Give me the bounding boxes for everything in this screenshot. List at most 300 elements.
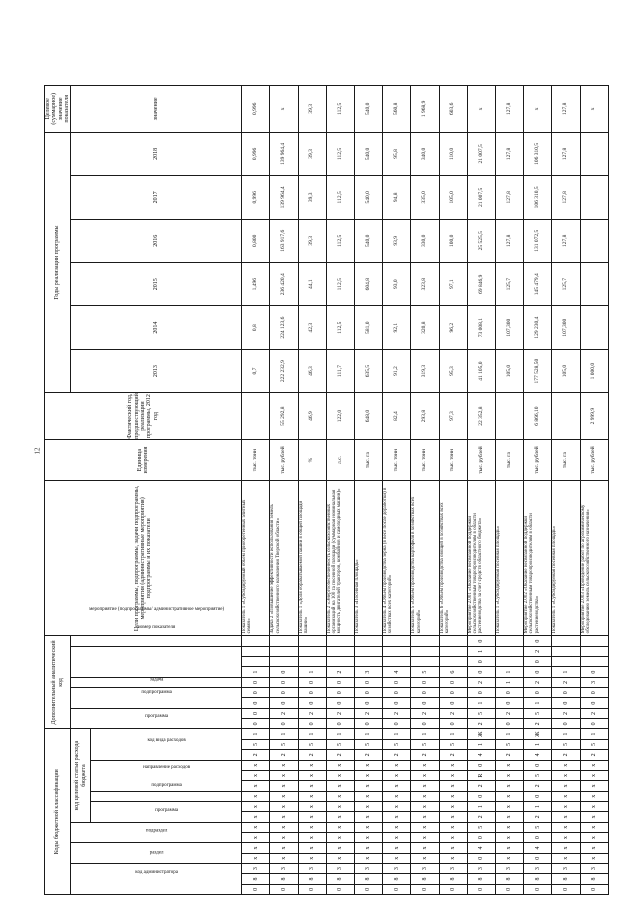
row-fact: 2 999,9 <box>580 393 608 440</box>
code-cell: 1 <box>552 729 580 739</box>
row-fact: 293,8 <box>411 393 439 440</box>
code-cell: x <box>326 791 354 801</box>
row-year-value: 163 917,6 <box>270 219 298 262</box>
code-cell: x <box>552 791 580 801</box>
row-year-value <box>580 132 608 175</box>
code-cell: 2 <box>524 677 552 687</box>
code-cell: 0 <box>580 667 608 677</box>
code-cell: 5 <box>552 739 580 749</box>
row-year-value: 125,7 <box>496 263 524 306</box>
code-cell <box>383 646 411 656</box>
code-cell: x <box>552 770 580 780</box>
row-unit: % <box>298 439 326 480</box>
code-cell: 3 <box>242 863 270 873</box>
code-cell: 1 <box>242 667 270 677</box>
code-cell: x <box>580 770 608 780</box>
code-cell: x <box>383 781 411 791</box>
row-name: Показатель 1 «Субсидируемая посевная площадь» <box>496 481 524 636</box>
code-cell: x <box>355 853 383 863</box>
code-cell: R <box>467 770 495 780</box>
row-year-value: 0,8 <box>242 306 270 349</box>
code-cell: 0 <box>383 884 411 894</box>
code-cell: x <box>411 791 439 801</box>
code-cell: 5 <box>524 770 552 780</box>
code-cell <box>439 636 467 646</box>
code-cell: 0 <box>467 884 495 894</box>
row-year-value: 93,9 <box>383 219 411 262</box>
code-cell: 2 <box>439 750 467 760</box>
code-cell: x <box>270 853 298 863</box>
code-cell: x <box>439 843 467 853</box>
code-cell: x <box>411 801 439 811</box>
code-cell: 5 <box>496 739 524 749</box>
code-cell: 0 <box>496 719 524 729</box>
code-cell: x <box>552 812 580 822</box>
code-cell: x <box>242 843 270 853</box>
row-unit: тыс. тонн <box>411 439 439 480</box>
code-cell: x <box>298 822 326 832</box>
code-cell: 1 <box>496 667 524 677</box>
row-year-value: 127,8 <box>496 219 524 262</box>
code-cell: 2 <box>355 708 383 718</box>
code-cell: 4 <box>467 750 495 760</box>
row-year-value: 41 105,0 <box>467 349 495 392</box>
code-cell: 8 <box>439 874 467 884</box>
code-cell <box>383 636 411 646</box>
code-cell: 0 <box>270 667 298 677</box>
row-unit: тыс. тонн <box>242 439 270 480</box>
row-year-value: 222 232,9 <box>270 349 298 392</box>
code-cell: 1 <box>580 729 608 739</box>
header-year-2015: 2015 <box>71 263 242 306</box>
code-cell <box>383 657 411 667</box>
code-cell: 2 <box>580 750 608 760</box>
row-final: x <box>524 86 552 133</box>
code-cell: 0 <box>411 698 439 708</box>
code-cell: x <box>326 853 354 863</box>
row-year-value: 323,8 <box>411 263 439 306</box>
code-cell: 3 <box>411 863 439 873</box>
code-cell: 8 <box>552 874 580 884</box>
code-cell: 0 <box>439 688 467 698</box>
code-cell: 1 <box>242 729 270 739</box>
code-cell: x <box>580 781 608 791</box>
row-year-value: 139 964,4 <box>270 132 298 175</box>
row-year-value <box>580 219 608 262</box>
code-cell: x <box>242 812 270 822</box>
row-year-value: 100,0 <box>439 219 467 262</box>
row-fact: 82,4 <box>383 393 411 440</box>
code-cell: 8 <box>270 874 298 884</box>
code-cell: 0 <box>552 884 580 894</box>
code-cell: 1 <box>552 667 580 677</box>
row-year-value: 110,0 <box>439 132 467 175</box>
code-cell: 0 <box>355 688 383 698</box>
header-zadacha: задача <box>71 677 242 687</box>
header-year-2014: 2014 <box>71 306 242 349</box>
code-cell: x <box>326 843 354 853</box>
code-cell: 5 <box>270 739 298 749</box>
row-fact: 97,3 <box>439 393 467 440</box>
program-table <box>44 85 609 895</box>
row-final: 112,5 <box>326 86 354 133</box>
code-cell: x <box>411 760 439 770</box>
header-final: Целевое (суммарное) значение показателя <box>45 86 71 133</box>
code-cell <box>580 657 608 667</box>
row-year-value: 112,5 <box>326 306 354 349</box>
code-cell: 0 <box>439 719 467 729</box>
code-cell: 0 <box>383 698 411 708</box>
row-year-value: 127,8 <box>552 219 580 262</box>
row-year-value: 635,5 <box>355 349 383 392</box>
code-cell: 1 <box>496 677 524 687</box>
row-year-value: 604,8 <box>355 263 383 306</box>
code-cell: 1 <box>298 667 326 677</box>
row-name: Показатель 5 «Объем производства картофеля в хозяйствах всех категорий» <box>411 481 439 636</box>
row-name: Мероприятие 2.002 «Оказание несвязанной поддержки сельскохозяйственным товаропроизводителям в области растениеводства» <box>524 481 552 636</box>
row-year-value: 1,496 <box>242 263 270 306</box>
code-cell: 0 <box>355 884 383 894</box>
row-name: Показатель 4 «Объем производства зерна (в весе после доработки) в хозяйствах всех категорий» <box>383 481 411 636</box>
code-cell: 0 <box>355 719 383 729</box>
code-cell: 8 <box>467 874 495 884</box>
code-cell: x <box>411 812 439 822</box>
code-cell <box>355 657 383 667</box>
code-cell: x <box>580 843 608 853</box>
code-cell: 0 <box>467 832 495 842</box>
row-year-value: 139 964,4 <box>270 176 298 219</box>
code-cell: x <box>411 770 439 780</box>
code-cell: 2 <box>524 719 552 729</box>
code-cell: x <box>355 781 383 791</box>
code-cell: 1 <box>524 698 552 708</box>
row-year-value: 112,5 <box>326 132 354 175</box>
code-cell: 0 <box>383 719 411 729</box>
row-name: Показатель 1 «Субсидируемый объем приобретенных элитных семян» <box>242 481 270 636</box>
header-kcs: код целевой статьи расхода бюджета <box>71 729 91 822</box>
page-number: 12 <box>33 447 42 455</box>
code-cell: 1 <box>467 698 495 708</box>
row-year-value: 581,0 <box>355 306 383 349</box>
code-cell: x <box>439 832 467 842</box>
table-row <box>242 86 270 895</box>
code-cell: 8 <box>580 874 608 884</box>
code-cell: 3 <box>326 863 354 873</box>
table-row <box>580 86 608 895</box>
code-cell: 2 <box>298 750 326 760</box>
code-cell <box>552 646 580 656</box>
code-cell: 2 <box>242 750 270 760</box>
code-cell: 0 <box>524 853 552 863</box>
code-cell: 3 <box>355 863 383 873</box>
row-fact: 55 292,8 <box>270 393 298 440</box>
row-unit: тыс. рублей <box>524 439 552 480</box>
code-cell: x <box>242 770 270 780</box>
row-year-value: 69 846,9 <box>467 263 495 306</box>
code-cell: 2 <box>326 750 354 760</box>
code-cell: x <box>326 781 354 791</box>
code-cell: x <box>242 760 270 770</box>
code-cell: 3 <box>355 667 383 677</box>
header-programma: программа <box>71 708 242 729</box>
row-year-value: 129 230,4 <box>524 306 552 349</box>
code-cell: 0 <box>524 791 552 801</box>
code-cell: 0 <box>524 688 552 698</box>
code-cell <box>270 657 298 667</box>
table-row <box>326 86 354 895</box>
code-cell: x <box>439 801 467 811</box>
row-name: Показатель 3 «Посевная площадь» <box>355 481 383 636</box>
code-cell: 0 <box>552 688 580 698</box>
code-cell: 1 <box>355 729 383 739</box>
table-row <box>298 86 326 895</box>
code-cell: 5 <box>242 739 270 749</box>
code-cell: 3 <box>496 863 524 873</box>
code-cell: x <box>242 791 270 801</box>
row-name: Показатель 2 «Энергообеспеченность сельскохозяйственных организаций на 100 га посевной площади (суммарная номинальная мощность двигателей тракторов, комбайнов и самоходных машин)» <box>326 481 354 636</box>
code-cell: 8 <box>496 874 524 884</box>
code-cell: 0 <box>467 760 495 770</box>
code-cell: 0 <box>524 657 552 667</box>
code-cell: 0 <box>242 719 270 729</box>
code-cell: x <box>552 853 580 863</box>
row-year-value: 540,0 <box>355 132 383 175</box>
code-cell <box>552 636 580 646</box>
row-year-value: 95,8 <box>383 132 411 175</box>
code-cell: x <box>411 832 439 842</box>
row-final: 1 968,9 <box>411 86 439 133</box>
code-cell: 0 <box>411 884 439 894</box>
code-cell: 5 <box>326 739 354 749</box>
code-cell: 0 <box>580 719 608 729</box>
row-name: Показатель 1 «Субсидируемая посевная площадь» <box>552 481 580 636</box>
code-cell <box>355 646 383 656</box>
code-cell: 5 <box>411 739 439 749</box>
code-cell: 0 <box>467 853 495 863</box>
code-cell: x <box>496 760 524 770</box>
code-cell: 2 <box>411 750 439 760</box>
table-row <box>383 86 411 895</box>
rotated-table-wrapper <box>44 85 609 895</box>
row-fact: 6 866,10 <box>524 393 552 440</box>
row-year-value: 95,3 <box>439 349 467 392</box>
code-cell: 5 <box>580 739 608 749</box>
code-cell: 0 <box>270 884 298 894</box>
code-cell: 0 <box>270 677 298 687</box>
header-podrazdel: подраздел <box>71 822 242 843</box>
code-cell: 1 <box>270 729 298 739</box>
code-cell: x <box>326 801 354 811</box>
table-body <box>242 86 609 895</box>
code-cell: x <box>298 843 326 853</box>
row-year-value: 107,300 <box>552 306 580 349</box>
row-fact <box>552 393 580 440</box>
code-cell: 4 <box>467 843 495 853</box>
row-year-value: 0,800 <box>242 219 270 262</box>
code-cell: 0 <box>467 657 495 667</box>
code-cell: x <box>270 801 298 811</box>
code-cell: x <box>355 801 383 811</box>
row-year-value: 93,0 <box>383 263 411 306</box>
code-cell <box>439 657 467 667</box>
row-final: 603,6 <box>439 86 467 133</box>
code-cell: 5 <box>411 667 439 677</box>
code-cell <box>242 646 270 656</box>
row-year-value: 540,0 <box>355 176 383 219</box>
row-year-value: 127,8 <box>552 132 580 175</box>
code-cell: 3 <box>580 677 608 687</box>
header-year-2013: 2013 <box>71 349 242 392</box>
code-cell: 0 <box>411 688 439 698</box>
row-name: Мероприятие 2.003 «Проведение работ по агрохимическому обследованию земель сельскохозяйственного назначения» <box>580 481 608 636</box>
code-cell: x <box>355 822 383 832</box>
row-year-value: 112,5 <box>326 176 354 219</box>
row-name: Показатель 1 «Доля обрабатываемой пашни в общей площади пашни» <box>298 481 326 636</box>
code-cell: 8 <box>326 874 354 884</box>
code-cell: x <box>411 822 439 832</box>
row-final: 560,8 <box>383 86 411 133</box>
row-unit: тыс. га <box>552 439 580 480</box>
code-cell <box>580 646 608 656</box>
row-year-value: 340,0 <box>411 132 439 175</box>
row-year-value: 96,2 <box>439 306 467 349</box>
code-cell: 4 <box>524 750 552 760</box>
code-cell: x <box>298 812 326 822</box>
code-cell: 0 <box>326 698 354 708</box>
code-cell: 0 <box>270 719 298 729</box>
row-year-value: 236 420,4 <box>270 263 298 306</box>
code-cell: x <box>496 853 524 863</box>
code-cell: 8 <box>383 874 411 884</box>
code-cell: 2 <box>411 708 439 718</box>
row-year-value: 21 007,5 <box>467 132 495 175</box>
code-cell: x <box>580 812 608 822</box>
code-cell: 0 <box>383 677 411 687</box>
code-cell: 1 <box>467 801 495 811</box>
code-cell <box>298 646 326 656</box>
code-cell: x <box>298 853 326 863</box>
header-year-2016: 2016 <box>71 219 242 262</box>
code-cell: x <box>496 832 524 842</box>
code-cell: x <box>270 781 298 791</box>
code-cell <box>270 646 298 656</box>
code-cell: 0 <box>383 688 411 698</box>
code-cell <box>496 646 524 656</box>
row-fact <box>496 393 524 440</box>
row-year-value: 42,3 <box>298 306 326 349</box>
row-year-value: 320,8 <box>411 306 439 349</box>
code-cell: x <box>270 770 298 780</box>
row-year-value: 112,5 <box>326 219 354 262</box>
code-cell: x <box>298 801 326 811</box>
header-vid: код вида расходов <box>91 729 242 760</box>
code-cell: x <box>326 812 354 822</box>
row-unit: тыс. га <box>355 439 383 480</box>
code-cell: 0 <box>496 884 524 894</box>
row-year-value: 131 072,5 <box>524 219 552 262</box>
row-year-value: 127,8 <box>552 176 580 219</box>
code-cell: Ж <box>467 729 495 739</box>
code-cell: 5 <box>524 708 552 718</box>
row-year-value: 540,0 <box>355 219 383 262</box>
code-cell: x <box>383 812 411 822</box>
code-cell: x <box>496 770 524 780</box>
code-cell: 5 <box>524 822 552 832</box>
row-year-value: 105,0 <box>496 349 524 392</box>
code-cell: 1 <box>467 739 495 749</box>
code-cell: 1 <box>524 801 552 811</box>
code-cell: x <box>439 760 467 770</box>
table-row <box>355 86 383 895</box>
code-cell: x <box>411 843 439 853</box>
code-cell: 0 <box>580 698 608 708</box>
code-cell: 3 <box>552 863 580 873</box>
row-year-value: 112,5 <box>326 263 354 306</box>
header-kcs-prog: программа <box>91 801 242 822</box>
row-year-value: 106 310,5 <box>524 132 552 175</box>
code-cell: 0 <box>467 688 495 698</box>
code-cell: x <box>326 832 354 842</box>
code-cell: 2 <box>383 708 411 718</box>
code-cell: x <box>552 801 580 811</box>
code-cell: x <box>411 853 439 863</box>
code-cell: x <box>298 770 326 780</box>
row-year-value <box>580 263 608 306</box>
code-cell: 1 <box>411 729 439 739</box>
row-year-value: 330,0 <box>411 219 439 262</box>
row-year-value: 105,0 <box>439 176 467 219</box>
code-cell: x <box>552 781 580 791</box>
header-budget-codes: Коды бюджетной классификации <box>45 729 71 895</box>
code-cell: x <box>270 760 298 770</box>
code-cell: 2 <box>552 708 580 718</box>
code-cell: x <box>242 853 270 863</box>
header-kcs-napr: направление расходов <box>91 760 242 791</box>
code-cell: x <box>298 832 326 842</box>
row-year-value: 107,300 <box>496 306 524 349</box>
row-year-value: 127,8 <box>496 132 524 175</box>
table-row <box>552 86 580 895</box>
code-cell: 2 <box>355 750 383 760</box>
code-cell: x <box>242 781 270 791</box>
row-year-value: 92,1 <box>383 306 411 349</box>
row-unit: л.с. <box>326 439 354 480</box>
row-fact: 648,0 <box>355 393 383 440</box>
code-cell: 0 <box>298 884 326 894</box>
header-year-2017: 2017 <box>71 176 242 219</box>
code-cell: x <box>355 832 383 842</box>
code-cell: 0 <box>298 677 326 687</box>
code-cell: 1 <box>326 729 354 739</box>
code-cell: x <box>298 781 326 791</box>
code-cell <box>439 646 467 656</box>
code-cell: 2 <box>467 781 495 791</box>
row-final: x <box>580 86 608 133</box>
code-cell: 2 <box>524 812 552 822</box>
row-unit: тыс. га <box>496 439 524 480</box>
code-cell: x <box>298 791 326 801</box>
row-year-value: 224 123,6 <box>270 306 298 349</box>
code-cell: x <box>496 781 524 791</box>
code-cell: x <box>496 801 524 811</box>
code-cell: x <box>552 760 580 770</box>
code-cell: 6 <box>439 667 467 677</box>
code-cell: 0 <box>580 884 608 894</box>
code-cell: x <box>383 760 411 770</box>
header-kcs-podprog: подпрограмма <box>91 791 242 801</box>
code-cell: 5 <box>467 822 495 832</box>
code-cell <box>496 636 524 646</box>
